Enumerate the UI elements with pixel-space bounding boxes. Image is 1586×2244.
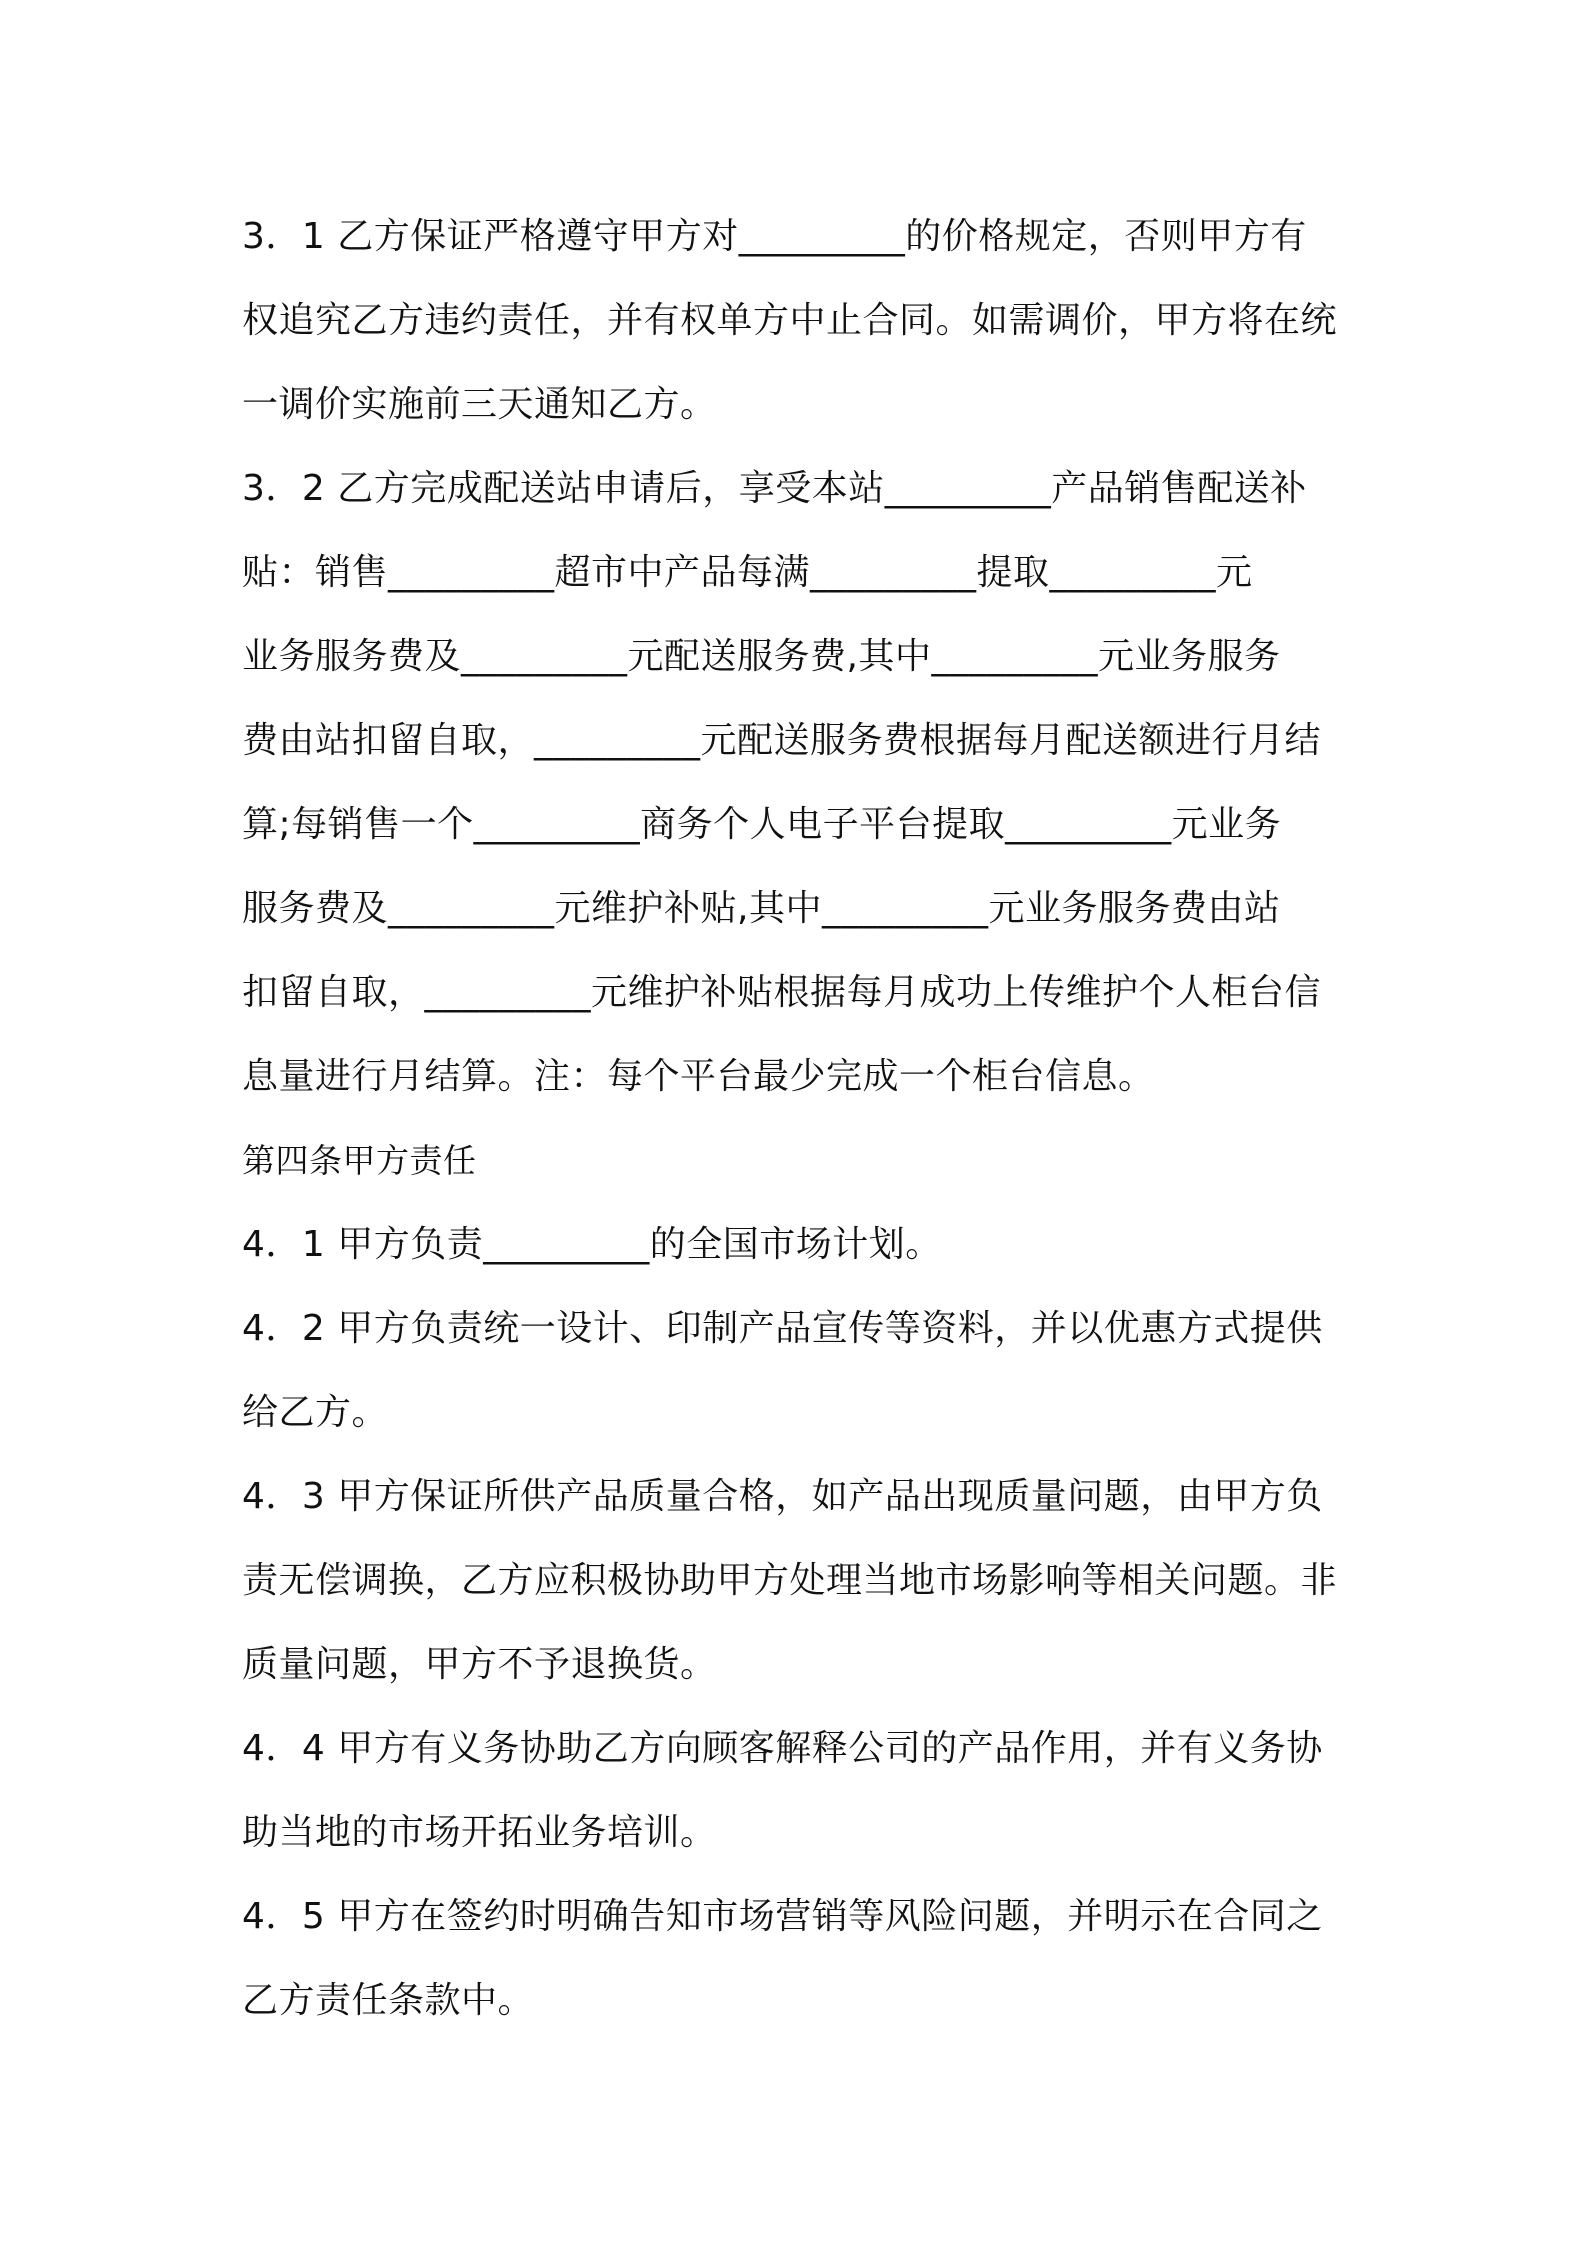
clause-4-4-line-1: 4．4 甲方有义务协助乙方向顾客解释公司的产品作用，并有义务协: [242, 1728, 1323, 1769]
clause-4-5-line-1: 4．5 甲方在签约时明确告知市场营销等风险问题，并明示在合同之: [242, 1896, 1323, 1937]
clause-4-5-line-2: 乙方责任条款中。: [242, 1980, 535, 2021]
clause-4-3-line-1: 4．3 甲方保证所供产品质量合格，如产品出现质量问题，由甲方负: [242, 1476, 1323, 1517]
clause-3-2-line-7: 扣留自取，_________元维护补贴根据每月成功上传维护个人柜台信: [242, 972, 1322, 1013]
clause-3-1-line-3: 一调价实施前三天通知乙方。: [242, 384, 717, 425]
clause-4-3-line-2: 责无偿调换，乙方应积极协助甲方处理当地市场影响等相关问题。非: [242, 1560, 1338, 1601]
clause-3-2-line-2: 贴：销售_________超市中产品每满_________提取_________元: [242, 552, 1253, 593]
clause-3-1-line-2: 权追究乙方违约责任，并有权单方中止合同。如需调价，甲方将在统: [242, 300, 1338, 341]
clause-3-2-line-3: 业务服务费及_________元配送服务费,其中_________元业务服务: [242, 636, 1281, 677]
document-body: [242, 195, 1362, 2043]
clause-3-2-line-1: 3．2 乙方完成配送站申请后，享受本站_________产品销售配送补: [242, 468, 1307, 509]
clause-3-2-line-4: 费由站扣留自取，_________元配送服务费根据每月配送额进行月结: [242, 720, 1322, 761]
clause-3-2-line-6: 服务费及_________元维护补贴,其中_________元业务服务费由站: [242, 888, 1281, 929]
clause-3-2-line-5: 算;每销售一个_________商务个人电子平台提取_________元业务: [242, 804, 1282, 845]
clause-4-1-line-1: 4．1 甲方负责_________的全国市场计划。: [242, 1224, 942, 1265]
clause-4-3-line-3: 质量问题，甲方不予退换货。: [242, 1644, 717, 1685]
clause-3-2-line-8: 息量进行月结算。注：每个平台最少完成一个柜台信息。: [242, 1056, 1155, 1097]
clause-3-1-line-1: 3．1 乙方保证严格遵守甲方对_________的价格规定，否则甲方有: [242, 216, 1307, 257]
section-heading-article-4: 第四条甲方责任: [242, 1141, 477, 1180]
clause-4-2-line-1: 4．2 甲方负责统一设计、印制产品宣传等资料，并以优惠方式提供: [242, 1308, 1323, 1349]
clause-4-4-line-2: 助当地的市场开拓业务培训。: [242, 1812, 717, 1853]
clause-4-2-line-2: 给乙方。: [242, 1392, 389, 1433]
